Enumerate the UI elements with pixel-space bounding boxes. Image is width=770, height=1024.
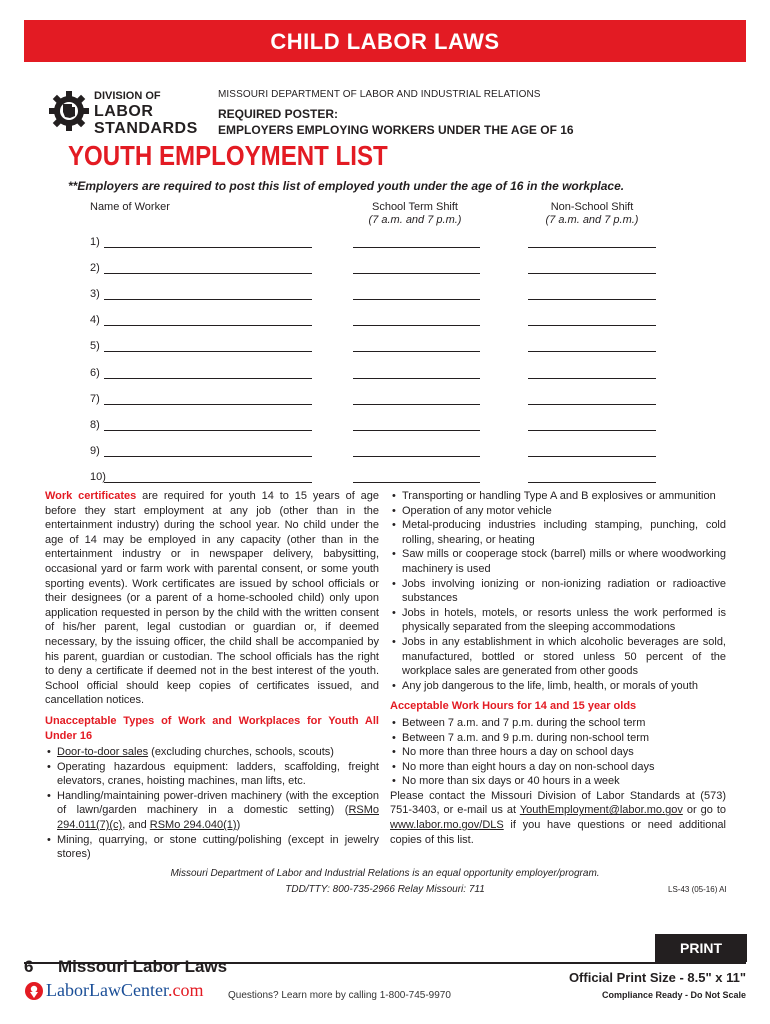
logo-line2: LABOR: [94, 103, 154, 120]
school-term-shift-line[interactable]: [353, 273, 480, 274]
row-number: 4): [90, 314, 100, 327]
school-term-shift-line[interactable]: [353, 351, 480, 352]
row-number: 9): [90, 444, 100, 457]
row-number: 10): [90, 470, 106, 483]
school-term-label: School Term Shift: [371, 201, 458, 213]
list-item: • Jobs involving ionizing or non-ionizing radiation or radioactive substances: [390, 577, 726, 606]
division-logo: [48, 90, 198, 137]
right-column: [390, 489, 726, 847]
worker-name-line[interactable]: [104, 378, 312, 379]
list-item: • Mining, quarrying, or stone cutting/polishing (except in jewelry stores): [45, 833, 379, 862]
laborlawcenter-wordmark: LaborLawCenter.com: [46, 980, 204, 1000]
non-school-shift-line[interactable]: [528, 482, 656, 483]
school-term-hours: (7 a.m. and 7 p.m.): [368, 214, 462, 226]
employers-label: EMPLOYERS EMPLOYING WORKERS UNDER THE AGE OF 16: [218, 123, 574, 137]
required-poster-label: REQUIRED POSTER:: [218, 107, 339, 121]
column-header-name: Name of Worker: [90, 201, 170, 213]
worker-name-line[interactable]: [104, 404, 312, 405]
page-number: 6: [24, 957, 34, 976]
non-school-shift-line[interactable]: [528, 456, 656, 457]
school-term-shift-line[interactable]: [353, 325, 480, 326]
print-button[interactable]: PRINT: [655, 934, 747, 962]
column-header-non-school: [522, 201, 662, 227]
list-item: • Saw mills or cooperage stock (barrel) mills or where woodworking machinery is used: [390, 547, 726, 576]
acceptable-hours-list: [390, 716, 726, 789]
work-certificates-body: are required for youth 14 to 15 years of age before they start employment at any job (other than in the entertainment industry) during the school year. No child under the age of 14 may be employed in any capacity (other than in the entertainment industry or in newspaper delivery, babysitting, occasional yard or farm work with parental consent, or some youth sporting events). Work certificates are issued by school officials or their designees (or a parent of a home-schooled child) only upon application requested in person by the child with the written consent of his/her parent, legal custodian or guardian or, if deemed necessary, by the issuing officer, the child shall be accompanied by his parent, guardian or custodian. The school officials has the right to deny a certificate if deemed not in the best interest of the youth. School official should keep copies of certificates issued, and cancellation notices.: [45, 490, 379, 707]
poster-requirement: [218, 106, 574, 138]
website-link[interactable]: www.labor.mo.gov/DLS: [390, 819, 504, 832]
school-term-shift-line[interactable]: [353, 456, 480, 457]
gear-state-icon: [48, 90, 90, 132]
list-item: • Handling/maintaining power-driven machinery (with the exception of lawn/garden machinery in a domestic setting) (RSMo 294.011(7)(c), and RSMo 294.040(1)): [45, 789, 379, 833]
equal-opportunity-notice: Missouri Department of Labor and Industrial Relations is an equal opportunity employer/program.: [170, 868, 600, 879]
row-number: 6): [90, 366, 100, 379]
school-term-shift-line[interactable]: [353, 378, 480, 379]
worker-name-line[interactable]: [104, 273, 312, 274]
list-item: • Metal-producing industries including stamping, punching, cold rolling, shearing, or heating: [390, 518, 726, 547]
division-logo-text: [94, 90, 198, 137]
worker-name-line[interactable]: [104, 299, 312, 300]
school-term-shift-line[interactable]: [353, 247, 480, 248]
non-school-shift-line[interactable]: [528, 273, 656, 274]
list-item: • No more than six days or 40 hours in a week: [390, 774, 726, 789]
compliance-note: Compliance Ready - Do Not Scale: [601, 990, 746, 1000]
non-school-shift-line[interactable]: [528, 404, 656, 405]
list-item: • Between 7 a.m. and 9 p.m. during non-school term: [390, 731, 726, 746]
list-item: • Door-to-door sales (excluding churches, schools, scouts): [45, 745, 379, 760]
non-school-shift-line[interactable]: [528, 430, 656, 431]
door-to-door-sales-link[interactable]: Door-to-door sales: [57, 746, 149, 759]
list-item: • Jobs in any establishment in which alcoholic beverages are sold, manufactured, bottled or stored unless 50 percent of the workplace sales are generated from other goods: [390, 635, 726, 679]
non-school-shift-line[interactable]: [528, 378, 656, 379]
worker-name-line[interactable]: [104, 351, 312, 352]
school-term-shift-line[interactable]: [353, 404, 480, 405]
worker-name-line[interactable]: [104, 247, 312, 248]
non-school-shift-line[interactable]: [528, 325, 656, 326]
logo-line3: STANDARDS: [94, 120, 198, 137]
left-column: [45, 489, 379, 862]
contact-paragraph: Please contact the Missouri Division of Labor Standards at (573) 751-3403, or e-mail us at YouthEmployment@labor.mo.gov or go to www.labor.mo.gov/DLS if you have questions or need additional copies of this list.: [390, 789, 726, 846]
row-number: 2): [90, 262, 100, 275]
list-item: • Operating hazardous equipment: ladders, scaffolding, freight elevators, cranes, hoisting machines, man lifts, etc.: [45, 760, 379, 789]
school-term-shift-line[interactable]: [353, 482, 480, 483]
worker-name-line[interactable]: [104, 430, 312, 431]
non-school-shift-line[interactable]: [528, 351, 656, 352]
list-item: • Transporting or handling Type A and B explosives or ammunition: [390, 489, 726, 504]
non-school-shift-line[interactable]: [528, 247, 656, 248]
rsmo-294-011-link[interactable]: RSMo 294.011(7)(c): [57, 804, 379, 832]
unacceptable-work-list-continued: [390, 489, 726, 693]
row-number: 1): [90, 236, 100, 248]
list-item: • Between 7 a.m. and 7 p.m. during the school term: [390, 716, 726, 731]
row-number: 3): [90, 288, 100, 301]
row-number: 8): [90, 418, 100, 431]
row-number: 7): [90, 392, 100, 405]
worker-name-line[interactable]: [104, 456, 312, 457]
row-number: 5): [90, 340, 100, 353]
department-name: MISSOURI DEPARTMENT OF LABOR AND INDUSTRIAL RELATIONS: [218, 89, 541, 100]
questions-phone: Questions? Learn more by calling 1-800-745-9970: [228, 990, 451, 1001]
non-school-hours: (7 a.m. and 7 p.m.): [545, 214, 639, 226]
posting-instruction: **Employers are required to post this list of employed youth under the age of 16 in the workplace.: [68, 179, 625, 193]
official-print-size: Official Print Size - 8.5" x 11": [568, 970, 746, 985]
form-code: LS-43 (05-16) AI: [668, 885, 727, 894]
list-item: • Jobs in hotels, motels, or resorts unless the work performed is physically separated from the sleeping accommodations: [390, 606, 726, 635]
work-certificates-lead: Work certificates: [45, 490, 137, 502]
unacceptable-work-heading: Unacceptable Types of Work and Workplaces for Youth All Under 16: [45, 714, 379, 742]
work-certificates-paragraph: [45, 489, 379, 708]
worker-name-line[interactable]: [104, 325, 312, 326]
rsmo-294-040-link[interactable]: RSMo 294.040(1): [149, 819, 237, 832]
acceptable-hours-heading: Acceptable Work Hours for 14 and 15 year olds: [390, 700, 637, 713]
worker-name-line[interactable]: [104, 482, 312, 483]
school-term-shift-line[interactable]: [353, 299, 480, 300]
series-title: Missouri Labor Laws: [58, 957, 228, 976]
unacceptable-work-list: [45, 745, 379, 862]
logo-line1: DIVISION OF: [94, 90, 161, 102]
email-link[interactable]: YouthEmployment@labor.mo.gov: [519, 804, 683, 817]
tdd-relay-numbers: TDD/TTY: 800-735-2966 Relay Missouri: 711: [285, 884, 485, 895]
non-school-label: Non-School Shift: [550, 201, 634, 213]
school-term-shift-line[interactable]: [353, 430, 480, 431]
column-header-school-term: [345, 201, 485, 227]
title-banner: CHILD LABOR LAWS: [24, 20, 746, 62]
non-school-shift-line[interactable]: [528, 299, 656, 300]
list-item: • Any job dangerous to the life, limb, health, or morals of youth: [390, 679, 726, 694]
page-title: YOUTH EMPLOYMENT LIST: [68, 140, 388, 171]
location-pin-icon: [24, 981, 44, 1001]
list-item: • Operation of any motor vehicle: [390, 504, 726, 519]
list-item: • No more than three hours a day on school days: [390, 745, 726, 760]
list-item: • No more than eight hours a day on non-school days: [390, 760, 726, 775]
